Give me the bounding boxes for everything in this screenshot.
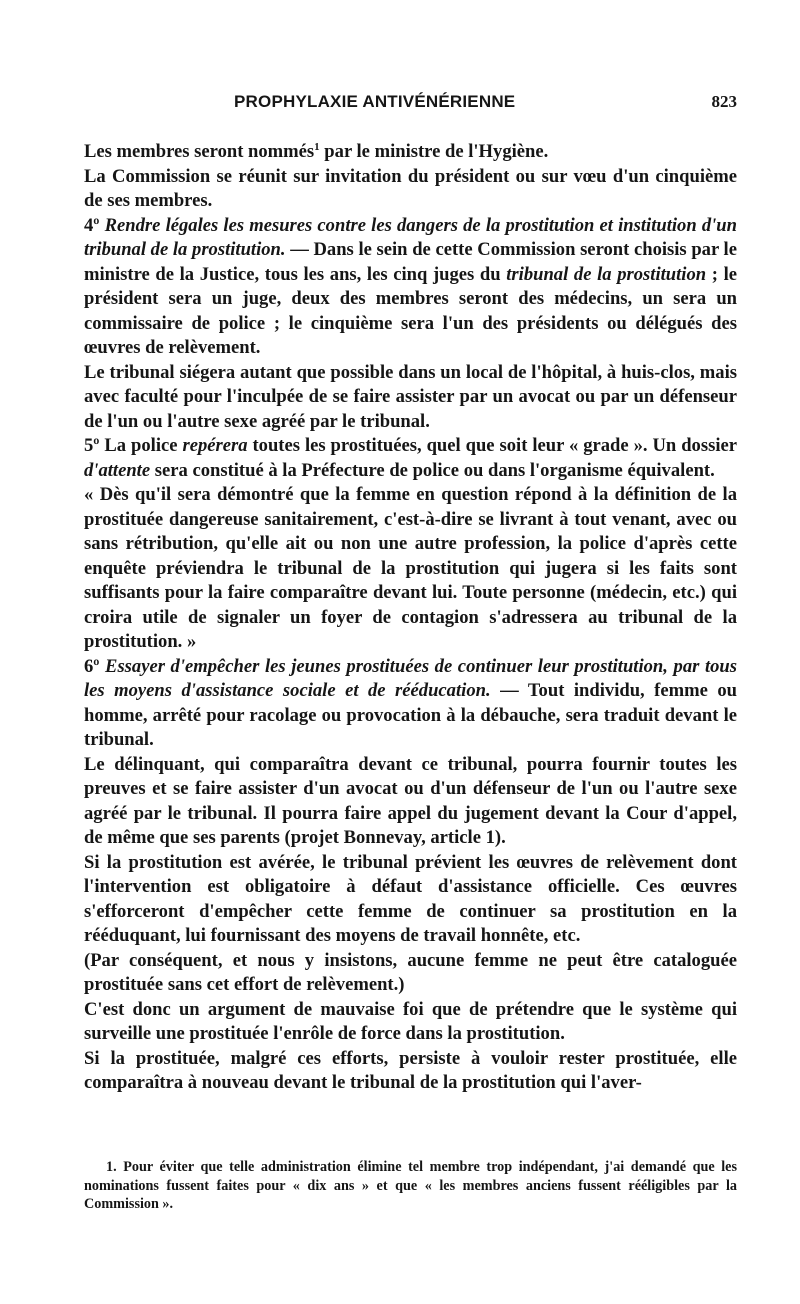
paragraph-5-text-c: sera constitué à la Préfecture de police ou dans l'organisme équivalent. [150,459,715,481]
paragraph-3-italic-term: tribunal de la prostitution [506,263,707,285]
running-head [84,92,737,116]
paragraph-7 [84,655,737,753]
footnote-reference: 1 [314,140,320,153]
paragraph-5-text-a: 5º La police [84,435,183,456]
paragraph-1 [84,140,737,165]
paragraph-7-text: — Tout individu, femme ou homme, arrêté pour racolage ou provocation à la débauche, sera traduit devant le tribunal. [84,680,737,750]
paragraph-3-number: 4º [84,214,105,236]
paragraph-1-text: Les membres seront nommés [84,141,315,162]
paragraph-10: (Par conséquent, et nous y insistons, aucune femme ne peut être cataloguée prostituée sans cet effort de relèvement.) [84,949,737,995]
paragraph-3-text-b: ; le président sera un juge, deux des membres seront des médecins, un sera un commissaire de police ; le cinquième sera l'un des présidents ou délégués des œuvres de relèvement. [84,263,737,358]
paragraph-4: Le tribunal siégera autant que possible dans un local de l'hôpital, à huis-clos, mais avec faculté pour l'inculpée de se faire assister par un avocat ou par un défenseur de l'un ou l'autre sexe agréé par le tribunal. [84,361,737,432]
paragraph-5-italic-a: repérera [182,435,248,456]
paragraph-8: Le délinquant, qui comparaîtra devant ce tribunal, pourra fournir toutes les preuves et se faire assister d'un avocat ou d'un défenseur de l'un ou l'autre sexe agréé par le tribunal. Il pourra faire appel du jugement devant la Cour d'appel, de même que ses parents (projet Bonnevay, article 1). [84,753,737,848]
paragraph-5-italic-b: d'attente [84,459,151,481]
page-number: 823 [711,92,737,111]
paragraph-5 [84,434,737,483]
paragraph-2: La Commission se réunit sur invitation du président ou sur vœu d'un cinquième de ses membres. [84,165,737,211]
footnote [84,1158,737,1214]
paragraph-6: « Dès qu'il sera démontré que la femme en question répond à la définition de la prostituée dangereuse sanitairement, c'est-à-dire se livrant à tout venant, avec ou sans rétribution, qu'elle ait ou non une autre profession, la police d'après cette enquête préviendra le tribunal de la prostitution qui jugera si les faits sont suffisants pour la faire comparaître devant lui. Toute personne (médecin, etc.) qui croira utile de signaler un foyer de contagion s'adressera au tribunal de la prostitution. » [84,484,737,652]
paragraph-7-heading: Essayer d'empêcher les jeunes prostituées de continuer leur prostitution, par tous les moyens d'assistance sociale et de rééducation. [84,655,737,701]
footnote-text: 1. Pour éviter que telle administration élimine tel membre trop indépendant, j'ai demandé que les nominations fussent faites pour « dix ans » et que « les membres anciens fussent rééligibles par la Commission ». [84,1159,737,1212]
paragraph-7-number: 6º [84,655,106,677]
paragraph-9: Si la prostitution est avérée, le tribunal prévient les œuvres de relèvement dont l'intervention est obligatoire à défaut d'assistance officielle. Ces œuvres s'efforceront d'empêcher cette femme de continuer sa prostitution en la rééduquant, lui fournissant des moyens de travail honnête, etc. [84,851,737,946]
paragraph-3 [84,214,737,361]
paragraph-5-text-b: toutes les prostituées, quel que soit leur « grade ». Un dossier [247,435,737,456]
paragraph-12: Si la prostituée, malgré ces efforts, persiste à vouloir rester prostituée, elle comparaîtra à nouveau devant le tribunal de la prostitution qui l'aver- [84,1047,737,1093]
body-text [84,140,737,1096]
paragraph-1-rest: par le ministre de l'Hygiène. [319,141,549,162]
paragraph-3-heading: Rendre légales les mesures contre les dangers de la prostitution et institution d'un tribunal de la prostitution. [84,214,737,260]
running-title: PROPHYLAXIE ANTIVÉNÉRIENNE [234,92,516,111]
paragraph-11: C'est donc un argument de mauvaise foi que de prétendre que le système qui surveille une prostituée l'enrôle de force dans la prostitution. [84,998,737,1044]
paragraph-3-text-a: — Dans le sein de cette Commission seront choisis par le ministre de la Justice, tous les ans, les cinq juges du [84,239,737,285]
